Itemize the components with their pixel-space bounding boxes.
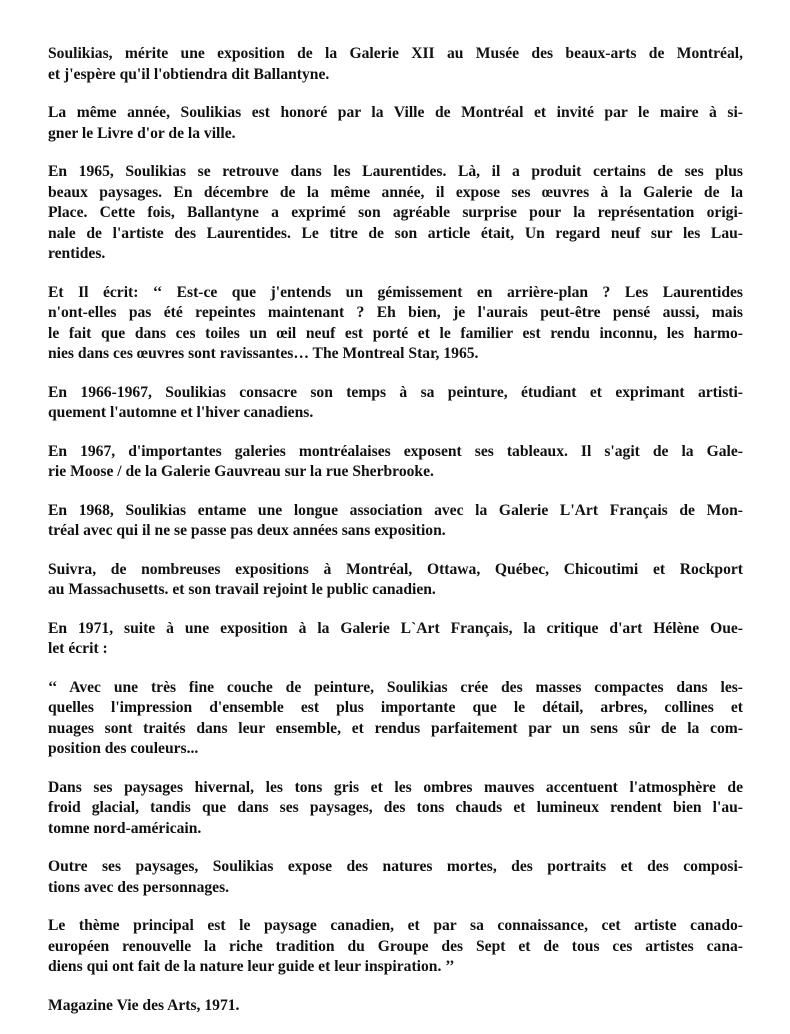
- text-line: tions avec des personnages.: [48, 878, 230, 896]
- paragraph: [48, 778, 743, 840]
- text-line: En 1966-1967, Soulikias consacre son temps à sa peinture, étudiant et exprimant artisti-: [48, 383, 743, 401]
- paragraph: [48, 442, 743, 483]
- paragraph: [48, 560, 743, 601]
- text-line: Outre ses paysages, Soulikias expose des natures mortes, des portraits et des composi-: [48, 858, 743, 875]
- text-line: quement l'automne et l'hiver canadiens.: [48, 404, 314, 421]
- paragraph: [48, 501, 743, 542]
- text-line: nale de l'artiste des Laurentides. Le titre de son article était, Un regard neuf sur les Lau-: [48, 224, 743, 242]
- text-line: Soulikias, mérite une exposition de la Galerie XII au Musée des beaux-arts de Montréal,: [48, 45, 743, 62]
- text-line: quelles l'impression d'ensemble est plus importante que le détail, arbres, collines et: [48, 699, 743, 716]
- text-line: tomne nord-américain.: [48, 819, 202, 837]
- paragraph: [48, 283, 743, 365]
- text-line: Place. Cette fois, Ballantyne a exprimé son agréable surprise pour la représentation origi-: [48, 204, 743, 221]
- text-line: au Massachusetts. et son travail rejoint le public canadien.: [48, 581, 436, 598]
- text-line: Dans ses paysages hivernal, les tons gris et les ombres mauves accentuent l'atmosphère de: [48, 778, 743, 796]
- paragraph: [48, 103, 743, 144]
- text-line: En 1971, suite à une exposition à la Galerie L`Art Français, la critique d'art Hélène Oue-: [48, 619, 743, 637]
- text-line: n'ont-elles pas été repeintes maintenant ? Eh bien, je l'aurais peut-être pensé aussi, mais: [48, 304, 743, 321]
- text-line: En 1965, Soulikias se retrouve dans les Laurentides. Là, il a produit certains de ses plus: [48, 163, 743, 180]
- text-line: froid glacial, tandis que dans ses paysages, des tons chauds et lumineux rendent bien l'au-: [48, 799, 743, 816]
- paragraph: [48, 678, 743, 760]
- paragraph: [48, 619, 743, 660]
- text-line: Suivra, de nombreuses expositions à Montréal, Ottawa, Québec, Chicoutimi et Rockport: [48, 560, 743, 578]
- text-line: le fait que dans ces toiles un œil neuf est porté et le familier est rendu inconnu, les harmo-: [48, 324, 743, 342]
- text-line: rentides.: [48, 245, 106, 262]
- text-line: beaux paysages. En décembre de la même année, il expose ses œuvres à la Galerie de la: [48, 183, 743, 201]
- text-line: rie Moose / de la Galerie Gauvreau sur la rue Sherbrooke.: [48, 463, 434, 480]
- document-page: [48, 44, 743, 1034]
- text-line: position des couleurs...: [48, 740, 199, 757]
- text-line: ‘‘ Avec une très fine couche de peinture, Soulikias crée des masses compactes dans les-: [48, 678, 743, 696]
- paragraph: [48, 162, 743, 265]
- paragraph: [48, 383, 743, 424]
- text-line: En 1968, Soulikias entame une longue association avec la Galerie L'Art Français de Mon-: [48, 501, 743, 519]
- paragraph: [48, 857, 743, 898]
- paragraph: [48, 44, 743, 85]
- text-line: En 1967, d'importantes galeries montréalaises exposent ses tableaux. Il s'agit de la Gale-: [48, 442, 743, 460]
- text-line: diens qui ont fait de la nature leur guide et leur inspiration. ’’: [48, 958, 455, 975]
- text-line: let écrit :: [48, 640, 108, 657]
- text-line: nies dans ces œuvres sont ravissantes… The Montreal Star, 1965.: [48, 345, 479, 362]
- text-line: et j'espère qu'il l'obtiendra dit Ballantyne.: [48, 65, 330, 83]
- paragraph: [48, 916, 743, 978]
- source-citation: [48, 996, 743, 1017]
- text-line: européen renouvelle la riche tradition du Groupe des Sept et de tous ces artistes cana-: [48, 937, 743, 955]
- text-line: La même année, Soulikias est honoré par la Ville de Montréal et invité par le maire à si-: [48, 104, 743, 121]
- text-line: gner le Livre d'or de la ville.: [48, 124, 236, 142]
- text-line: Et Il écrit: ‘‘ Est-ce que j'entends un gémissement en arrière-plan ? Les Laurentides: [48, 283, 743, 301]
- text-line: nuages sont traités dans leur ensemble, et rendus parfaitement par un sens sûr de la com-: [48, 719, 743, 737]
- text-line: Le thème principal est le paysage canadien, et par sa connaissance, cet artiste canado-: [48, 917, 743, 934]
- text-line: tréal avec qui il ne se passe pas deux années sans exposition.: [48, 522, 446, 539]
- text-line: Magazine Vie des Arts, 1971.: [48, 996, 240, 1014]
